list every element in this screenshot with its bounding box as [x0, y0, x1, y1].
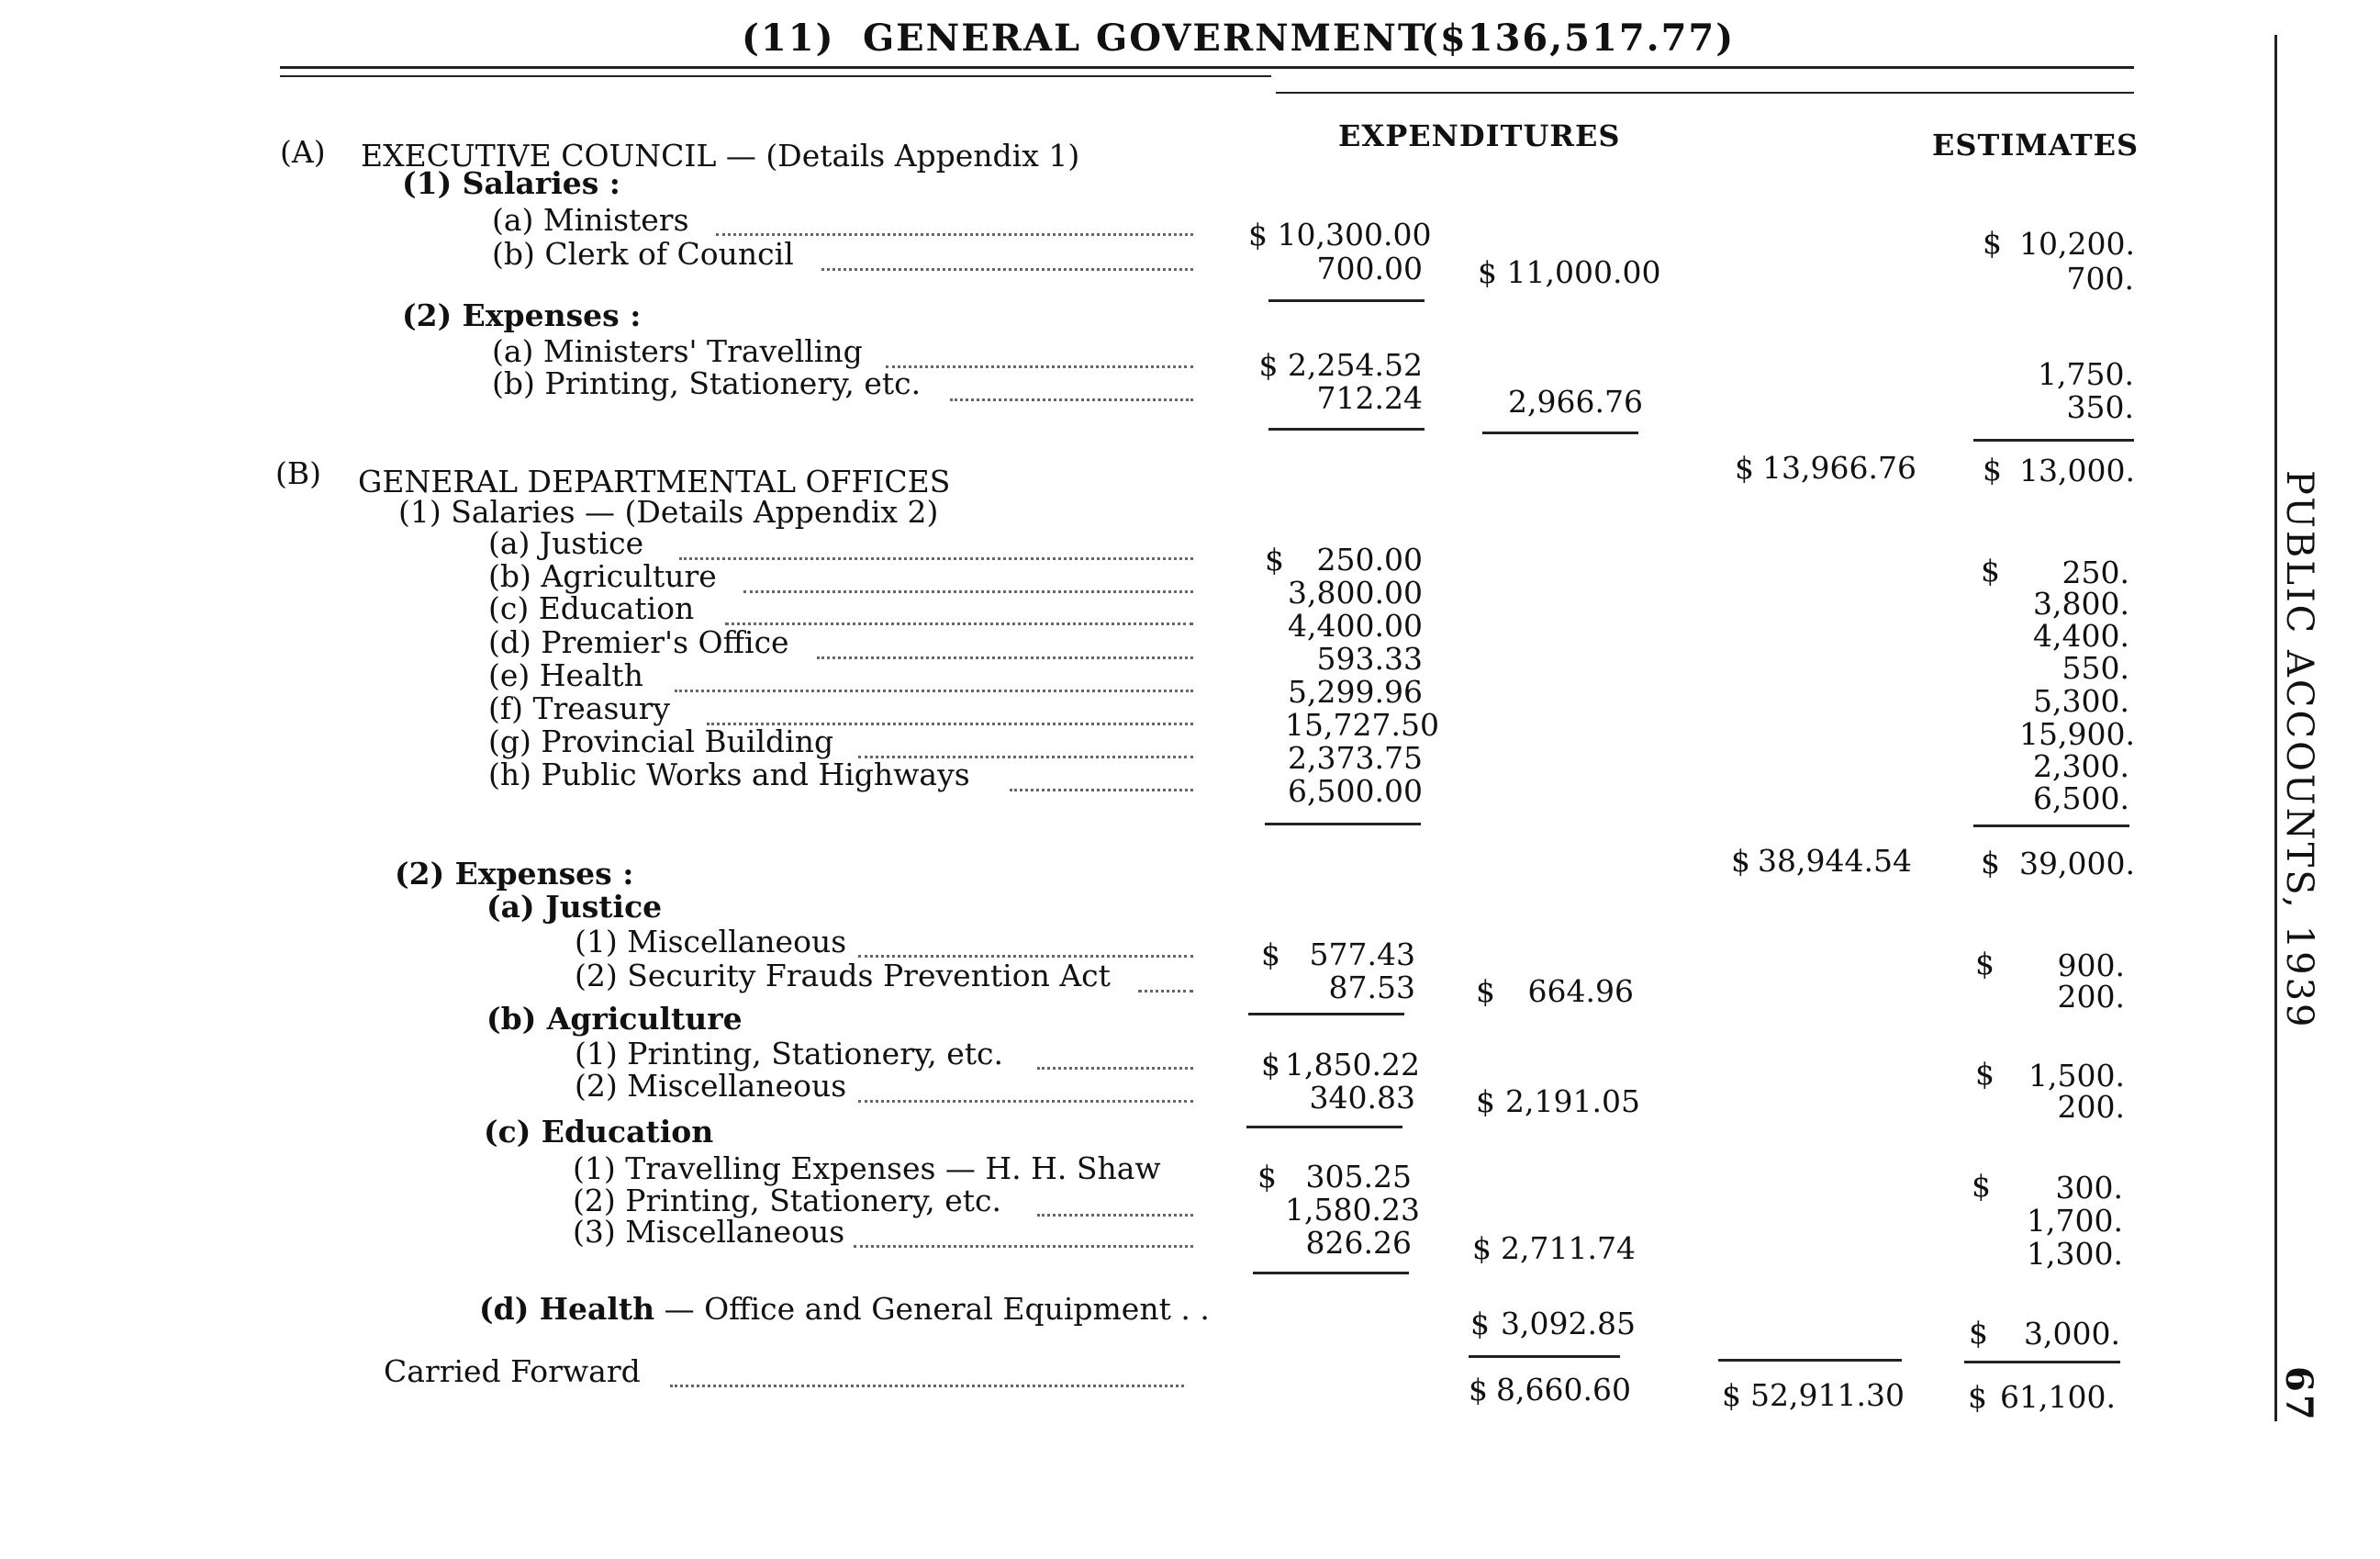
- dollar-sign: $: [1722, 1377, 1741, 1413]
- estimate: 15,900.: [2019, 716, 2135, 752]
- leader-dots: [1010, 789, 1193, 791]
- amount: 1,580.23: [1285, 1192, 1420, 1228]
- line-label: (1) Miscellaneous: [575, 924, 847, 959]
- amount: 4,400.00: [1288, 608, 1423, 644]
- dollar-sign: $: [1972, 1168, 1991, 1204]
- carried-forward-label: Carried Forward: [384, 1353, 641, 1389]
- amount: 593.33: [1316, 641, 1423, 677]
- section-number: (11): [742, 17, 835, 60]
- sum-rule: [1265, 823, 1421, 825]
- sum-rule: [1268, 299, 1425, 302]
- leader-dots: [886, 365, 1193, 368]
- health-subtotal: 3,092.85: [1501, 1306, 1636, 1341]
- dollar-sign: $: [1981, 553, 2000, 589]
- dollar-sign: $: [1476, 973, 1495, 1009]
- top-rule-2: [280, 75, 1271, 77]
- subtotal: 2,191.05: [1505, 1083, 1640, 1119]
- health-label: (d) Health: [479, 1291, 655, 1327]
- health-description: — Office and General Equipment . .: [654, 1291, 1210, 1327]
- amount: 1,850.22: [1285, 1047, 1420, 1082]
- line-label: (1) Travelling Expenses — H. H. Shaw: [573, 1150, 1161, 1186]
- estimate: 250.: [2062, 555, 2129, 590]
- publication-title: PUBLIC ACCOUNTS, 1939: [2278, 470, 2320, 1030]
- section-a-expenses-label: (2) Expenses :: [402, 297, 642, 333]
- carried-forward-expenses: 8,660.60: [1496, 1372, 1631, 1408]
- estimate: 1,300.: [2027, 1236, 2123, 1272]
- dollar-sign: $: [1470, 1306, 1490, 1341]
- amount: 6,500.00: [1288, 773, 1423, 809]
- estimate: 350.: [2066, 389, 2134, 425]
- dollar-sign: $: [1969, 1315, 1988, 1351]
- section-b-expenses-label: (2) Expenses :: [395, 856, 634, 892]
- top-rule: [280, 66, 2134, 69]
- leader-dots: [670, 1385, 1184, 1387]
- salaries-estimate-total: 39,000.: [2019, 846, 2135, 881]
- carried-forward-estimate: 61,100.: [2000, 1379, 2116, 1415]
- section-a-title: EXECUTIVE COUNCIL — (Details Appendix 1): [361, 138, 1080, 174]
- estimate: 900.: [2057, 948, 2125, 983]
- amount: 305.25: [1305, 1159, 1412, 1194]
- amount: 2,373.75: [1288, 740, 1423, 776]
- dollar-sign: $: [1968, 1379, 1987, 1415]
- leader-dots: [743, 590, 1193, 593]
- line-label: (3) Miscellaneous: [573, 1214, 845, 1250]
- amount: 700.00: [1316, 251, 1423, 286]
- amount: 826.26: [1305, 1225, 1412, 1261]
- amount: $ 2,254.52: [1258, 347, 1423, 383]
- estimate: 1,750.: [2038, 356, 2134, 392]
- dollar-sign: $: [1476, 1083, 1495, 1119]
- estimate: 200.: [2057, 979, 2125, 1015]
- dollar-sign: $: [1975, 1056, 1995, 1092]
- dollar-sign: $: [1472, 1230, 1492, 1266]
- sum-rule: [1718, 1359, 1902, 1362]
- amount: 250.00: [1316, 542, 1423, 578]
- estimate: 550.: [2062, 650, 2129, 686]
- section-b-letter: (B): [275, 455, 321, 491]
- amount: 577.43: [1309, 937, 1415, 972]
- line-label: (c) Education: [488, 590, 695, 626]
- estimate: 2,300.: [2033, 748, 2129, 784]
- leader-dots: [675, 690, 1193, 692]
- line-label: (a) Justice: [488, 525, 644, 561]
- dollar-sign: $: [1735, 450, 1754, 486]
- line-label: (2) Printing, Stationery, etc.: [573, 1183, 1001, 1218]
- line-label: (b) Clerk of Council: [492, 236, 794, 272]
- dollar-sign: $: [1975, 946, 1995, 981]
- leader-dots: [725, 622, 1193, 625]
- estimate: 5,300.: [2033, 683, 2129, 719]
- subsection-agriculture: (b) Agriculture: [486, 1001, 743, 1037]
- top-rule-3: [1276, 92, 2134, 94]
- page-title: GENERAL GOVERNMENT: [863, 17, 1427, 60]
- leader-dots: [1037, 1214, 1193, 1217]
- estimates-heading: ESTIMATES: [1932, 128, 2140, 163]
- sum-rule: [1246, 1126, 1402, 1128]
- line-label: (a) Ministers' Travelling: [492, 333, 863, 369]
- sum-rule: [1248, 1013, 1404, 1015]
- line-label: (1) Printing, Stationery, etc.: [575, 1036, 1003, 1071]
- expenditures-heading: EXPENDITURES: [1338, 118, 1621, 153]
- line-label: (2) Miscellaneous: [575, 1068, 847, 1104]
- amount: 15,727.50: [1285, 707, 1439, 743]
- title-total: ($136,517.77): [1421, 17, 1736, 60]
- section-b-title: GENERAL DEPARTMENTAL OFFICES: [358, 464, 951, 499]
- dollar-sign: $: [1983, 225, 2002, 261]
- line-label: (g) Provincial Building: [488, 723, 834, 759]
- estimate: 1,700.: [2027, 1203, 2123, 1239]
- line-label: (2) Security Frauds Prevention Act: [575, 958, 1111, 993]
- dollar-sign: $: [1983, 452, 2002, 488]
- leader-dots: [817, 656, 1193, 659]
- estimate: 4,400.: [2033, 618, 2129, 654]
- section-a-estimate-total: 13,000.: [2019, 453, 2135, 488]
- amount: 87.53: [1328, 970, 1415, 1005]
- section-a-letter: (A): [280, 134, 326, 170]
- page-number: 67: [2277, 1366, 2320, 1423]
- dollar-sign: $: [1265, 542, 1284, 578]
- estimate: 3,800.: [2033, 586, 2129, 622]
- dollar-sign: $: [1981, 845, 2000, 880]
- subsection-health: [479, 1291, 1210, 1328]
- sum-rule: [1253, 1272, 1409, 1274]
- salaries-total: 38,944.54: [1758, 843, 1912, 879]
- subsection-justice: (a) Justice: [486, 889, 663, 925]
- dollar-sign: $: [1261, 1047, 1280, 1082]
- amount: 5,299.96: [1288, 674, 1423, 710]
- estimate: 700.: [2066, 261, 2134, 297]
- estimate: 200.: [2057, 1089, 2125, 1125]
- dollar-sign: $: [1261, 937, 1280, 972]
- sum-rule: [1964, 1361, 2120, 1363]
- amount: 3,800.00: [1288, 575, 1423, 611]
- sum-rule: [1469, 1355, 1620, 1358]
- health-estimate: 3,000.: [2024, 1316, 2120, 1352]
- leader-dots: [858, 1100, 1193, 1103]
- line-label: (a) Ministers: [492, 202, 689, 238]
- amount: $ 10,300.00: [1248, 217, 1432, 252]
- sum-rule: [1482, 432, 1638, 434]
- subtotal: 664.96: [1527, 973, 1634, 1009]
- sum-rule: [1973, 439, 2134, 442]
- section-a-salaries-label: (1) Salaries :: [402, 165, 620, 201]
- estimate: 10,200.: [2019, 226, 2135, 262]
- leader-dots: [821, 268, 1193, 271]
- leader-dots: [1037, 1067, 1193, 1070]
- leader-dots: [1138, 990, 1193, 993]
- line-label: (e) Health: [488, 657, 643, 693]
- section-b-salaries-label: (1) Salaries — (Details Appendix 2): [398, 494, 939, 530]
- amount: 712.24: [1316, 380, 1423, 416]
- leader-dots: [854, 1245, 1193, 1248]
- subtotal: $ 11,000.00: [1478, 254, 1661, 290]
- dollar-sign: $: [1469, 1372, 1488, 1408]
- line-label: (b) Agriculture: [488, 558, 717, 594]
- subtotal: 2,711.74: [1501, 1230, 1636, 1266]
- dollar-sign: $: [1731, 843, 1750, 879]
- line-label: (f) Treasury: [488, 690, 671, 726]
- subsection-education: (c) Education: [484, 1114, 714, 1150]
- sum-rule: [1268, 428, 1425, 431]
- line-label: (h) Public Works and Highways: [488, 757, 970, 792]
- estimate: 1,500.: [2028, 1058, 2125, 1094]
- amount: 340.83: [1309, 1080, 1415, 1116]
- margin-rule: [2274, 35, 2277, 1421]
- leader-dots: [679, 557, 1193, 560]
- section-a-total: 13,966.76: [1762, 450, 1916, 486]
- estimate: 6,500.: [2033, 780, 2129, 816]
- dollar-sign: $: [1257, 1159, 1277, 1194]
- estimate: 300.: [2055, 1170, 2123, 1206]
- subtotal: 2,966.76: [1508, 384, 1643, 420]
- carried-forward-total: 52,911.30: [1750, 1377, 1905, 1413]
- line-label: (b) Printing, Stationery, etc.: [492, 365, 922, 401]
- leader-dots: [950, 398, 1193, 401]
- sum-rule: [1973, 824, 2129, 827]
- line-label: (d) Premier's Office: [488, 624, 789, 660]
